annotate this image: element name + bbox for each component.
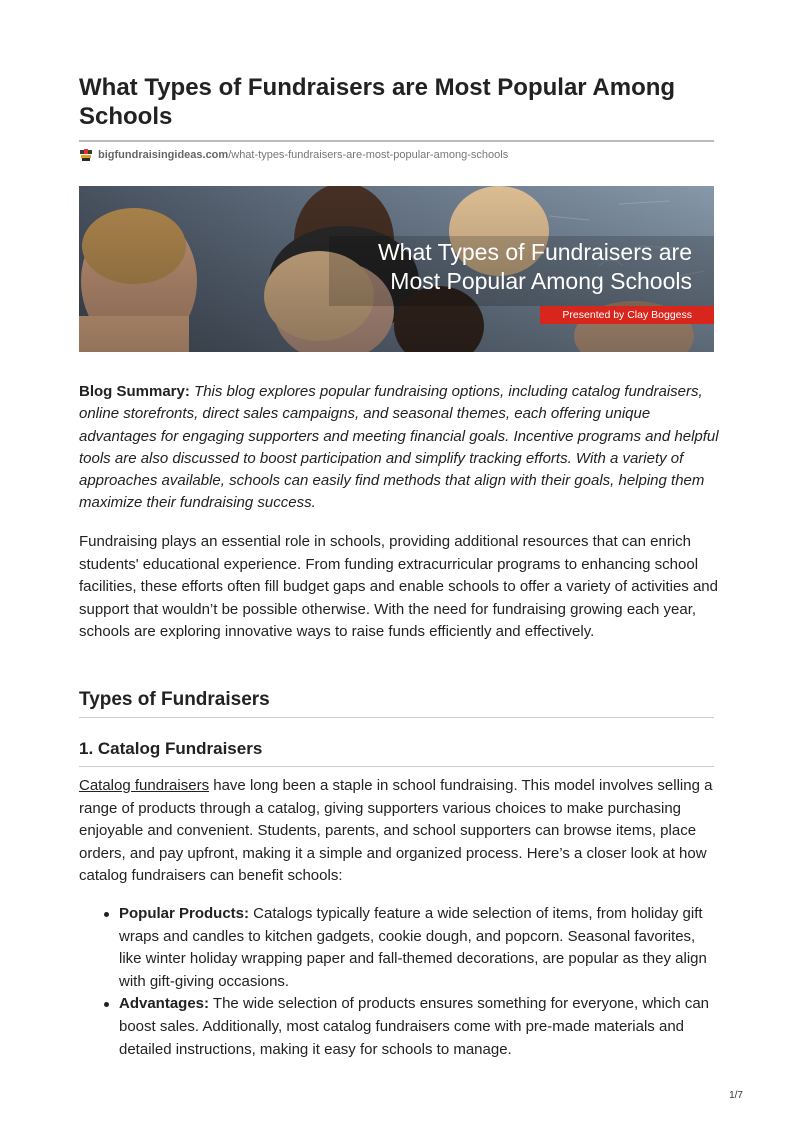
hero-title bbox=[312, 238, 692, 296]
hero-author-badge: Presented by Clay Boggess bbox=[540, 306, 714, 324]
page-number: 1/7 bbox=[729, 1090, 743, 1101]
bullet-text: Catalogs typically feature a wide selection of items, from holiday gift wraps and candles to kitchen gadgets, cookie dough, and popcorn. Seasonal favorites, like winter holiday wrapping paper and fall-themed decorations, are popular as they align with gift-giving occasions. bbox=[119, 905, 707, 990]
summary-text: This blog explores popular fundraising options, including catalog fundraisers, online storefronts, direct sales campaigns, and seasonal themes, each offering unique advantages for engaging supporters and meeting financial goals. Incentive programs and helpful tools are also discussed to boost participation and simplify tracking efforts. With a variety of approaches available, schools can easily find methods that align with their goals, helping them maximize their fundraising success. bbox=[79, 383, 719, 512]
list-item bbox=[119, 993, 719, 1061]
catalog-paragraph-text: have long been a staple in school fundraising. This model involves selling a range of products through a catalog, giving supporters various choices to make purchasing enjoyable and convenient. Students, parents, and school supporters can browse items, place orders, and pay upfront, making it a simple and organized process. Here’s a closer look at how catalog fundraisers can benefit schools: bbox=[79, 777, 713, 885]
article-title: What Types of Fundraisers are Most Popular Among Schools bbox=[79, 74, 676, 130]
hero-image bbox=[79, 186, 714, 352]
bullet-label: Popular Products: bbox=[119, 905, 250, 922]
bullet-label: Advantages: bbox=[119, 995, 210, 1013]
summary-label: Blog Summary: bbox=[79, 383, 190, 400]
list-item bbox=[119, 903, 719, 993]
catalog-fundraisers-link[interactable]: Catalog fundraisers bbox=[79, 777, 210, 794]
site-favicon-icon bbox=[79, 148, 93, 162]
intro-paragraph: Fundraising plays an essential role in schools, providing additional resources that can enrich students' educational experience. From funding extracurricular programs to enhancing school facilities, these efforts often fill budget gaps and enable schools to offer a variety of activities and support that wouldn’t be possible otherwise. With the need for fundraising growing each year, schools are exploring innovative ways to raise funds efficiently and effectively. bbox=[79, 533, 718, 641]
section-divider bbox=[79, 717, 714, 718]
blog-summary bbox=[79, 381, 719, 515]
benefits-list bbox=[79, 903, 719, 1061]
title-divider bbox=[79, 140, 714, 142]
subsection-heading: 1. Catalog Fundraisers bbox=[79, 739, 263, 758]
source-path: /what-types-fundraisers-are-most-popular-among-schools bbox=[228, 149, 509, 161]
source-domain: bigfundraisingideas.com bbox=[98, 149, 229, 161]
subsection-divider bbox=[79, 766, 714, 767]
hero-title-line-1: What Types of Fundraisers are bbox=[377, 239, 692, 265]
catalog-paragraph bbox=[79, 775, 719, 888]
bullet-text: The wide selection of products ensures something for everyone, which can boost sales. Additionally, most catalog fundraisers come with pre-made materials and detailed instructions, making it easy for schools to manage. bbox=[119, 995, 710, 1058]
section-heading: Types of Fundraisers bbox=[79, 689, 270, 710]
hero-title-line-2: Most Popular Among Schools bbox=[390, 268, 692, 294]
source-url[interactable] bbox=[79, 147, 508, 163]
bullet-icon bbox=[104, 912, 109, 917]
bullet-icon bbox=[104, 1002, 109, 1007]
